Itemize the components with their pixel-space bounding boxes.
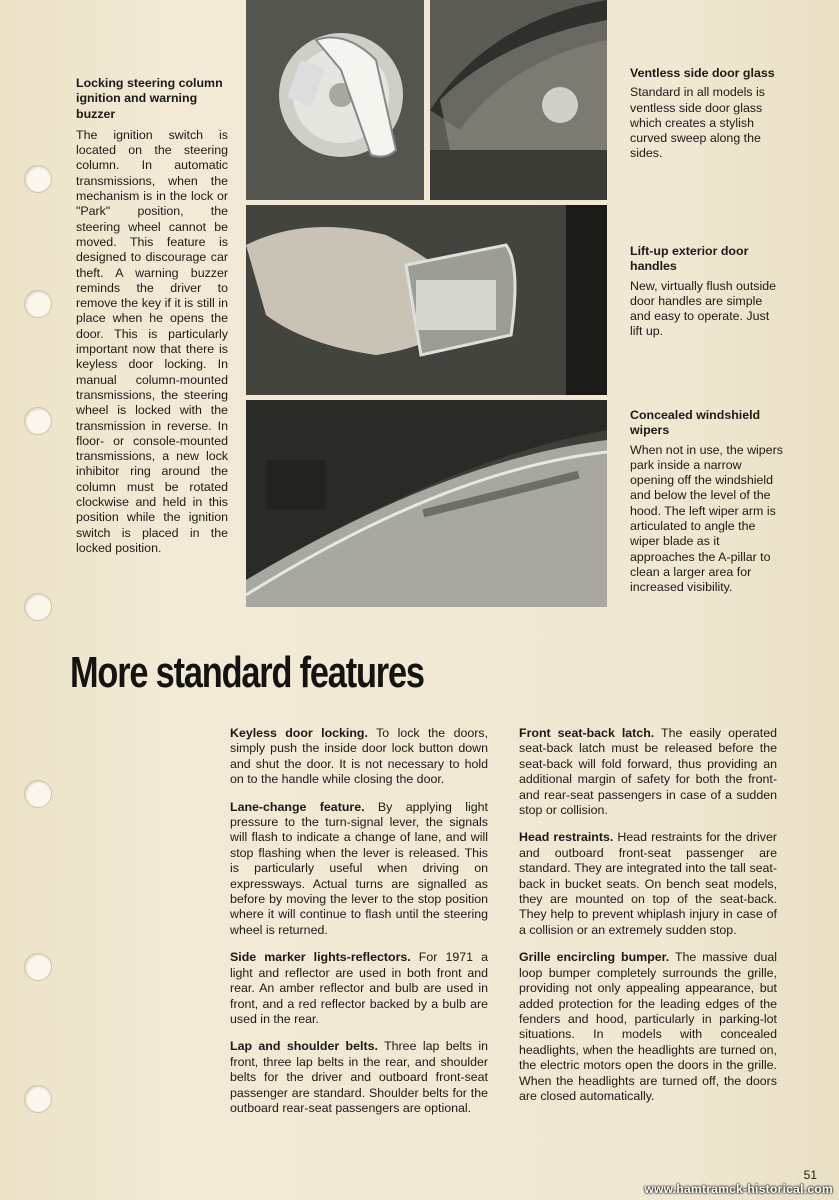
ventless-glass-title: Ventless side door glass (630, 66, 775, 80)
windshield-wipers-photo (246, 400, 607, 607)
ventless-glass-feature (630, 66, 784, 162)
binder-hole (24, 593, 52, 621)
door-handle-title: Lift-up exterior door handles (630, 244, 749, 274)
wipers-title: Concealed windshield wipers (630, 408, 761, 438)
feature-text: For 1971 a light and reflector are used in both front and rear. An amber reflector and bulb are used in front, and a red reflector backed by a bulb are used in the rear. (230, 950, 488, 1026)
lower-right-column (519, 726, 777, 1116)
feature-paragraph (519, 830, 777, 938)
feature-paragraph (230, 950, 488, 1027)
ignition-key-photo (246, 0, 424, 200)
page-number: 51 (803, 1168, 817, 1182)
binder-hole (24, 1085, 52, 1113)
feature-paragraph (519, 950, 777, 1104)
feature-lead: Side marker lights-reflectors. (230, 950, 411, 965)
ventless-glass-photo (430, 0, 607, 200)
wipers-feature (630, 408, 784, 596)
ignition-feature-body: The ignition switch is located on the steering column. In automatic transmissions, when the mechanism is in the lock or "Park" position, the steering wheel cannot be moved. This feature is designed to discourage car theft. A warning buzzer reminds the driver to remove the key if it is still in place when he opens the door. This is particularly important now that there is keyless door locking. In manual column-mounted transmissions, the steering wheel is locked with the transmission in reverse. In floor- or console-mounted transmissions, a new lock inhibitor ring around the column must be rotated clockwise and held in this position while the ignition switch is placed in the locked position. (76, 127, 228, 555)
feature-lead: Lane-change feature. (230, 799, 365, 814)
feature-text: Three lap belts in front, three lap belts in the rear, and shoulder belts for the driver and outboard front-seat passenger are standard. Shoulder belts for the outboard rear-seat passengers are optional. (230, 1039, 488, 1115)
feature-paragraph (230, 800, 488, 939)
feature-lead: Front seat-back latch. (519, 726, 655, 740)
binder-hole (24, 165, 52, 193)
section-title: More standard features (70, 648, 424, 697)
feature-text: The easily operated seat-back latch must be released before the seat-back will fold forward, thus providing an additional margin of safety for both the front- and rear-seat passengers in case of a sudden stop or collision. (519, 726, 777, 818)
feature-paragraph (519, 726, 777, 818)
feature-lead: Head restraints. (519, 830, 614, 845)
feature-paragraph (230, 726, 488, 788)
door-handle-photo (246, 205, 607, 395)
ignition-feature-title: Locking steering column ignition and warning buzzer (76, 76, 223, 121)
watermark: www.hamtramck-historical.com (644, 1182, 833, 1196)
binder-hole (24, 953, 52, 981)
binder-hole (24, 780, 52, 808)
feature-lead: Lap and shoulder belts. (230, 1039, 378, 1054)
door-handle-feature (630, 244, 784, 340)
lower-left-column (230, 726, 488, 1128)
binder-hole (24, 407, 52, 435)
feature-text: Head restraints for the driver and outboard front-seat passenger are standard. They are integrated into the tall seat-back in bucket seats. On bench seat models, they are mounted on top of the seat-back. They help to prevent whiplash injury in case of a collision or an extremely sudden stop. (519, 830, 777, 937)
wipers-body: When not in use, the wipers park inside a narrow opening off the windshield and below the level of the hood. The left wiper arm is articulated to angle the wiper blade as it approaches the A-pillar to clean a larger area for increased visibility. (630, 442, 783, 595)
binder-hole (24, 290, 52, 318)
door-handle-body: New, virtually flush outside door handles are simple and easy to operate. Just lift up. (630, 278, 777, 339)
feature-text: The massive dual loop bumper completely surrounds the grille, providing not only appealing appearance, but added protection for the leading edges of the fenders and hood, particularly in parking-lot situations. In models with concealed headlights, when the headlights are turned on, the electric motors open the doors in the grille. When the headlights are turned off, the doors are closed automatically. (519, 950, 777, 1103)
feature-paragraph (230, 1039, 488, 1116)
feature-lead: Keyless door locking. (230, 726, 368, 740)
feature-text: By applying light pressure to the turn-signal lever, the signals will flash to indicate a change of lane, and will stop flashing when the lever is released. This is particularly useful when driving on expressways. Actual turns are signalled as before by moving the lever to the stop position where it will continue to flash until the steering wheel is returned. (230, 799, 488, 937)
ventless-glass-body: Standard in all models is ventless side door glass which creates a stylish curved sweep along the sides. (630, 85, 765, 161)
ignition-feature (76, 76, 228, 556)
feature-lead: Grille encircling bumper. (519, 950, 670, 965)
feature-text: To lock the doors, simply push the inside door lock button down and shut the door. It is not necessary to hold on to the handle while closing the door. (230, 726, 489, 787)
